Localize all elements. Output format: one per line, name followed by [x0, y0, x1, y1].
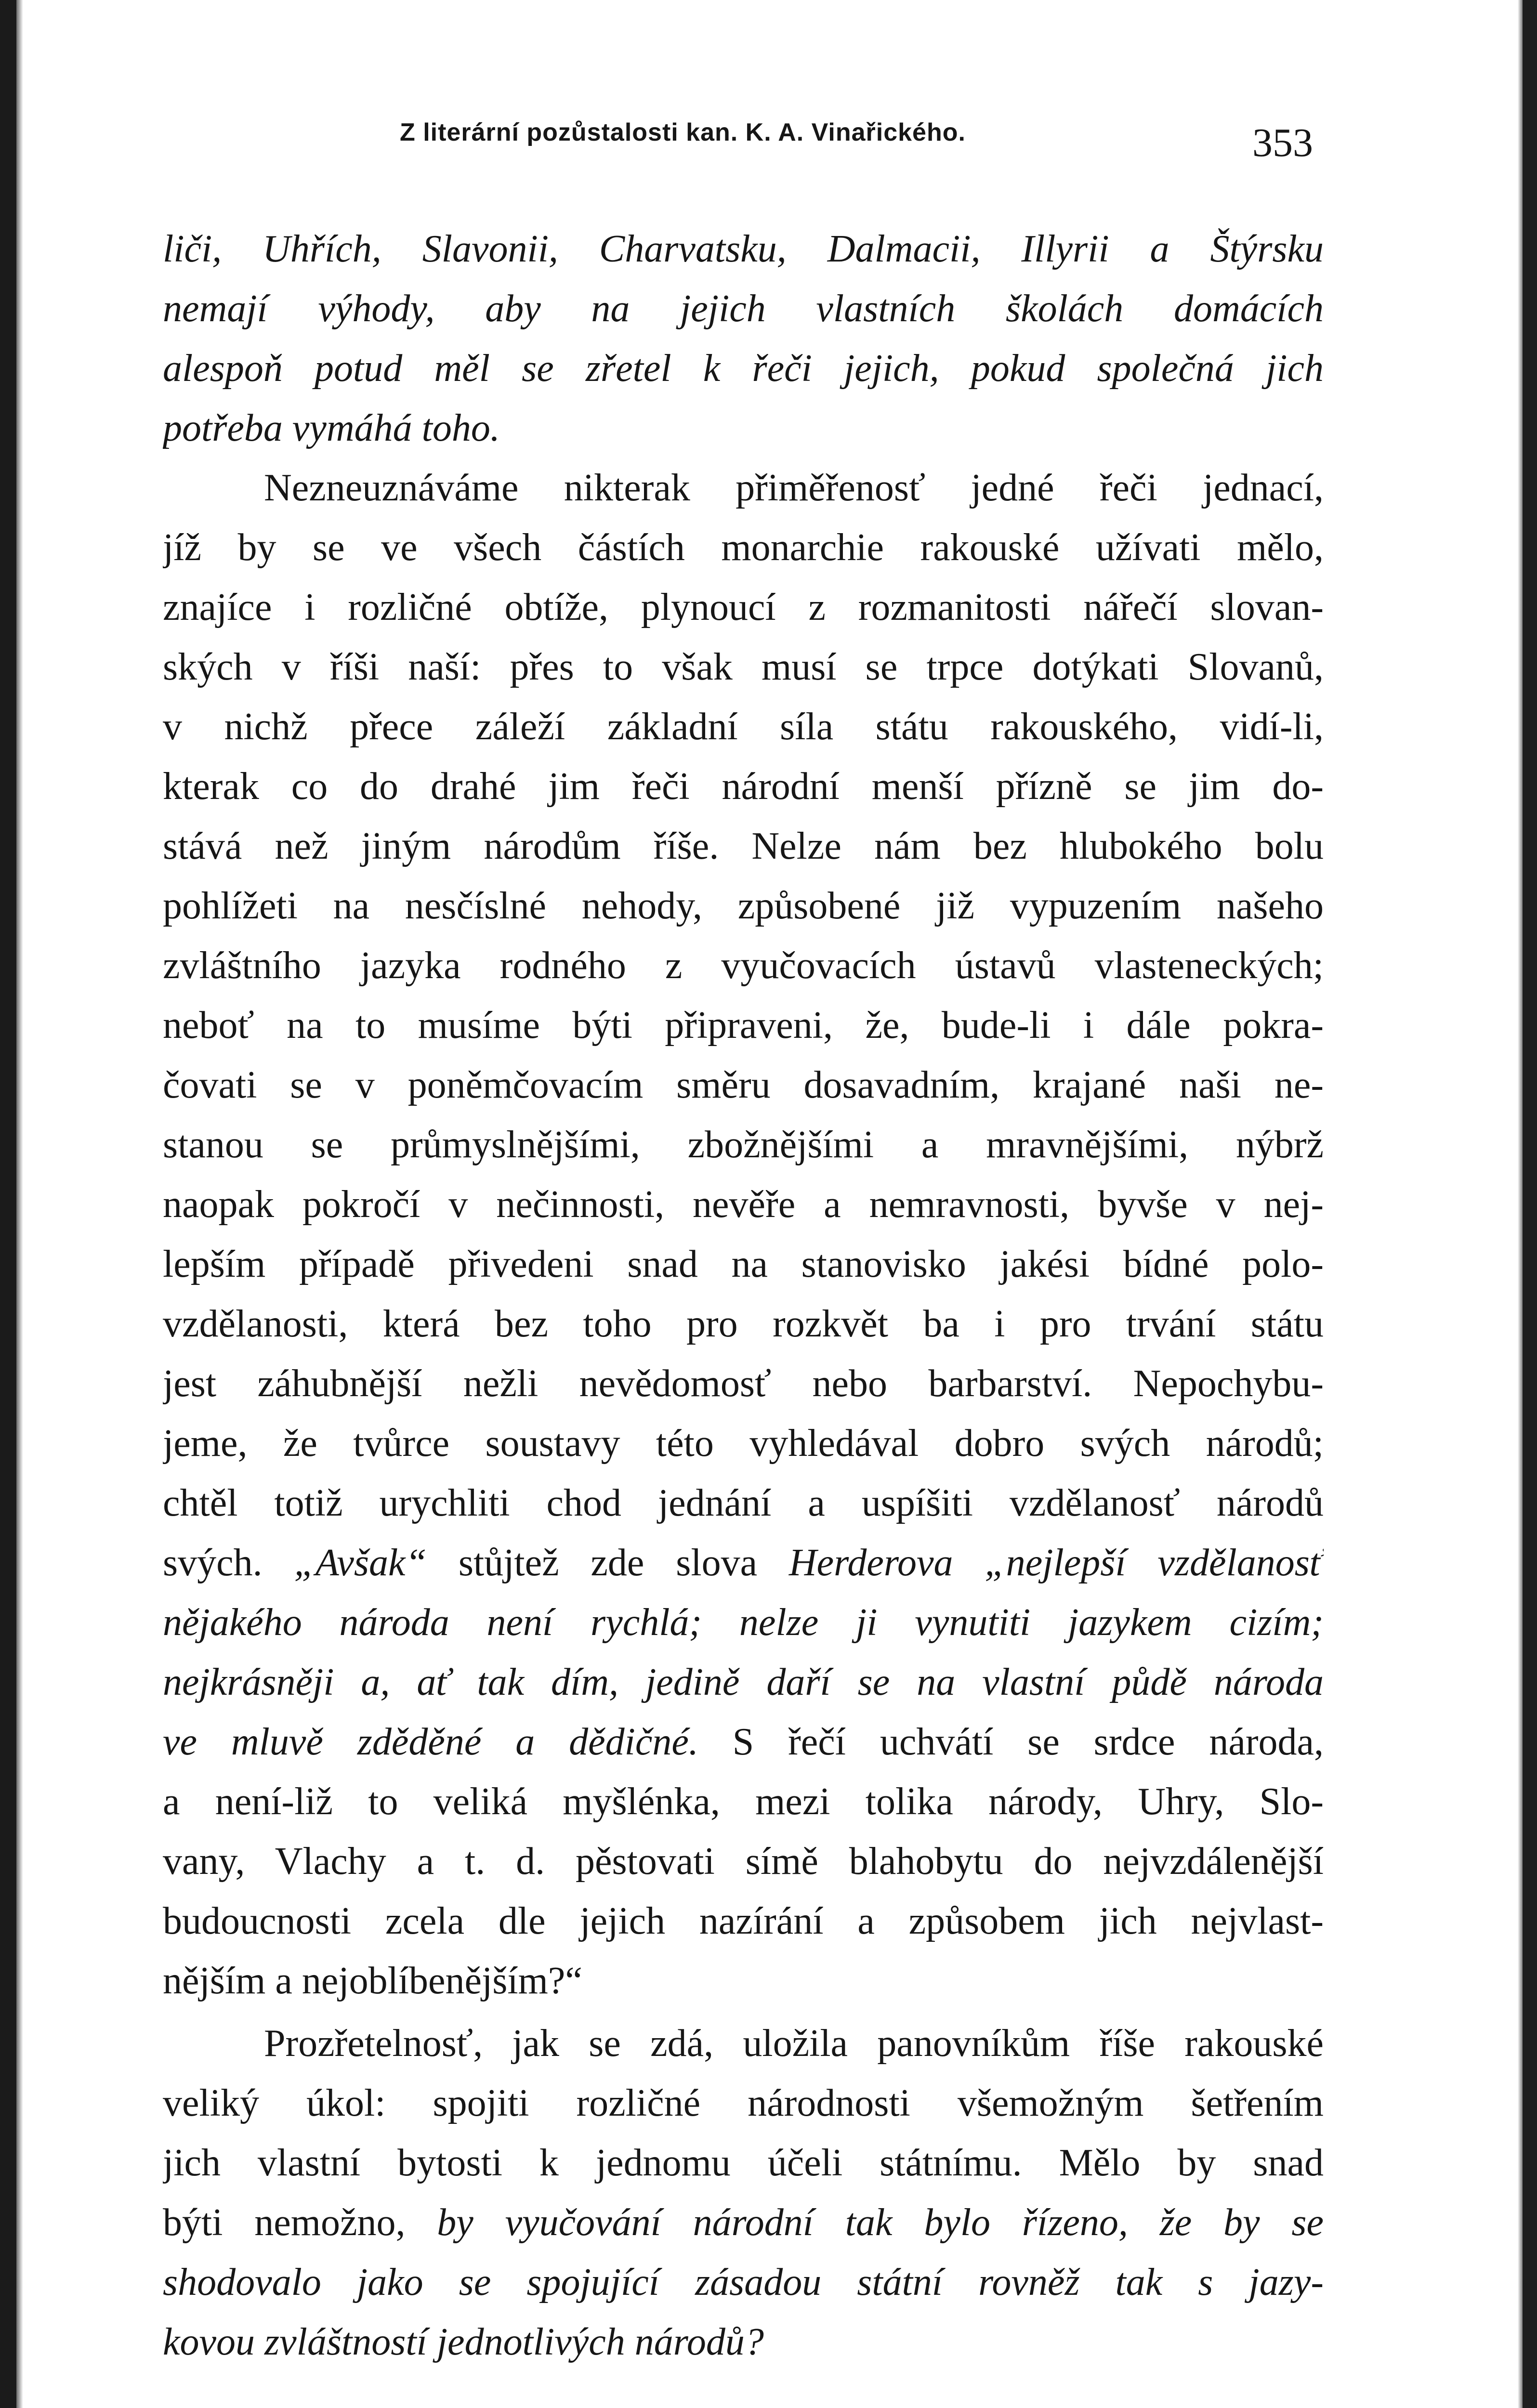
- text-line: [163, 1294, 1324, 1354]
- scan-shadow-right: [1518, 0, 1523, 2408]
- text-line: [163, 1652, 1324, 1712]
- text-span: liči, Uhřích, Slavonii, Charvatsku, Dalmacii, Illyrii a Štýrsku: [163, 228, 1324, 270]
- text-span: jich vlastní bytosti k jednomu účeli státnímu. Mělo by snad: [163, 2142, 1324, 2184]
- text-span: veliký úkol: spojiti rozličné národnosti všemožným šetřením: [163, 2082, 1324, 2124]
- text-line: [163, 1473, 1324, 1533]
- text-span: Prozřetelnosť, jak se zdá, uložila panovníkům říše rakouské: [264, 2022, 1324, 2065]
- text-line: [163, 2133, 1324, 2193]
- text-line: [163, 279, 1324, 339]
- paragraph-second: [163, 458, 1324, 2011]
- text-span: nějakého národa není rychlá; nelze ji vynutiti jazykem cizím;: [163, 1601, 1324, 1644]
- text-span: stává než jiným národům říše. Nelze nám bez hlubokého bolu: [163, 825, 1324, 867]
- text-line: [163, 2073, 1324, 2133]
- text-span: alespoň potud měl se zřetel k řeči jejich, pokud společná jich: [163, 347, 1324, 390]
- text-line: [163, 2312, 1324, 2372]
- text-line: [163, 637, 1324, 697]
- text-span: naopak pokročí v nečinnosti, nevěře a nemravnosti, byvše v nej-: [163, 1183, 1324, 1226]
- scan-border-left: [0, 0, 16, 2408]
- text-span: v nichž přece záleží základní síla státu rakouského, vidí-li,: [163, 706, 1324, 748]
- text-span: býti nemožno,: [163, 2201, 437, 2244]
- text-span: nemají výhody, aby na jejich vlastních školách domácích: [163, 288, 1324, 330]
- text-span: vzdělanosti, která bez toho pro rozkvět ba i pro trvání státu: [163, 1303, 1324, 1345]
- text-span: jíž by se ve všech částích monarchie rakouské užívati mělo,: [163, 526, 1324, 569]
- paragraph-continuation: [163, 219, 1324, 458]
- text-span: a není-liž to veliká myšlénka, mezi tolika národy, Uhry, Slo-: [163, 1780, 1324, 1823]
- text-span: nejkrásněji a, ať tak dím, jedině daří se na vlastní půdě národa: [163, 1661, 1324, 1703]
- text-line: [163, 995, 1324, 1055]
- body-text: [163, 219, 1324, 2372]
- text-span: zvláštního jazyka rodného z vyučovacích ústavů vlasteneckých;: [163, 944, 1324, 987]
- text-span: svých.: [163, 1542, 294, 1584]
- text-line: [163, 697, 1324, 757]
- text-span: Nezneuznáváme nikterak přiměřenosť jedné řeči jednací,: [264, 467, 1324, 509]
- text-line: [163, 339, 1324, 398]
- text-line: [163, 518, 1324, 577]
- text-span: neboť na to musíme býti připraveni, že, bude-li i dále pokra-: [163, 1004, 1324, 1047]
- text-line: [163, 2014, 1324, 2073]
- text-line: [163, 1354, 1324, 1413]
- text-span: S řečí uchvátí se srdce národa,: [698, 1721, 1324, 1763]
- text-line: [163, 936, 1324, 995]
- text-line: [163, 398, 1324, 458]
- text-span: by vyučování národní tak bylo řízeno, že by se: [437, 2201, 1324, 2244]
- text-span: potřeba vymáhá toho.: [163, 407, 500, 449]
- text-line: [163, 219, 1324, 279]
- text-span: jest záhubnější nežli nevědomosť nebo barbarství. Nepochybu-: [163, 1362, 1324, 1405]
- text-span: nějším a nejoblíbenějším?“: [163, 1960, 582, 2002]
- text-span: Herderova „nejlepší vzdělanosť: [788, 1542, 1324, 1584]
- text-line: [163, 1055, 1324, 1115]
- scan-shadow-left: [16, 0, 23, 2408]
- text-line: [163, 2252, 1324, 2312]
- text-line: [163, 876, 1324, 936]
- text-span: čovati se v poněmčovacím směru dosavadním, krajané naši ne-: [163, 1064, 1324, 1106]
- text-span: jeme, že tvůrce soustavy této vyhledával dobro svých národů;: [163, 1422, 1324, 1465]
- scan-border-right: [1523, 0, 1537, 2408]
- text-line: [163, 1891, 1324, 1951]
- text-span: stůjtež zde slova: [427, 1542, 789, 1584]
- text-line: [163, 1951, 1324, 2011]
- text-line: [163, 1234, 1324, 1294]
- text-span: ve mluvě zděděné a dědičné.: [163, 1721, 698, 1763]
- text-span: vany, Vlachy a t. d. pěstovati símě blahobytu do nejvzdálenější: [163, 1840, 1324, 1883]
- page-number: 353: [1252, 120, 1313, 165]
- running-head: Z literární pozůstalosti kan. K. A. Vinařického.: [400, 118, 966, 146]
- text-line: [163, 1413, 1324, 1473]
- text-line: [163, 1593, 1324, 1652]
- text-span: stanou se průmyslnějšími, zbožnějšími a mravnějšími, nýbrž: [163, 1124, 1324, 1166]
- text-span: lepším případě přivedeni snad na stanovisko jakési bídné polo-: [163, 1243, 1324, 1285]
- text-line: [163, 757, 1324, 816]
- text-line: [163, 1712, 1324, 1772]
- text-line: [163, 816, 1324, 876]
- text-line: [163, 1115, 1324, 1175]
- text-line: [163, 2193, 1324, 2252]
- text-span: pohlížeti na nesčíslné nehody, způsobené již vypuzením našeho: [163, 885, 1324, 927]
- text-line: [163, 1533, 1324, 1593]
- text-span: budoucnosti zcela dle jejich nazírání a způsobem jich nejvlast-: [163, 1900, 1324, 1942]
- text-line: [163, 577, 1324, 637]
- text-span: „Avšak“: [294, 1542, 427, 1584]
- text-span: ských v říši naší: přes to však musí se trpce dotýkati Slovanů,: [163, 646, 1324, 688]
- text-line: [163, 458, 1324, 518]
- text-line: [163, 1832, 1324, 1891]
- text-line: [163, 1175, 1324, 1234]
- text-span: znajíce i rozličné obtíže, plynoucí z rozmanitosti nářečí slovan-: [163, 586, 1324, 628]
- paragraph-third: [163, 2014, 1324, 2372]
- text-span: shodovalo jako se spojující zásadou státní rovněž tak s jazy-: [163, 2261, 1324, 2303]
- text-line: [163, 1772, 1324, 1832]
- text-span: chtěl totiž urychliti chod jednání a uspíšiti vzdělanosť národů: [163, 1482, 1324, 1524]
- text-span: kterak co do drahé jim řeči národní menší přízně se jim do-: [163, 765, 1324, 808]
- text-span: kovou zvláštností jednotlivých národů?: [163, 2321, 764, 2363]
